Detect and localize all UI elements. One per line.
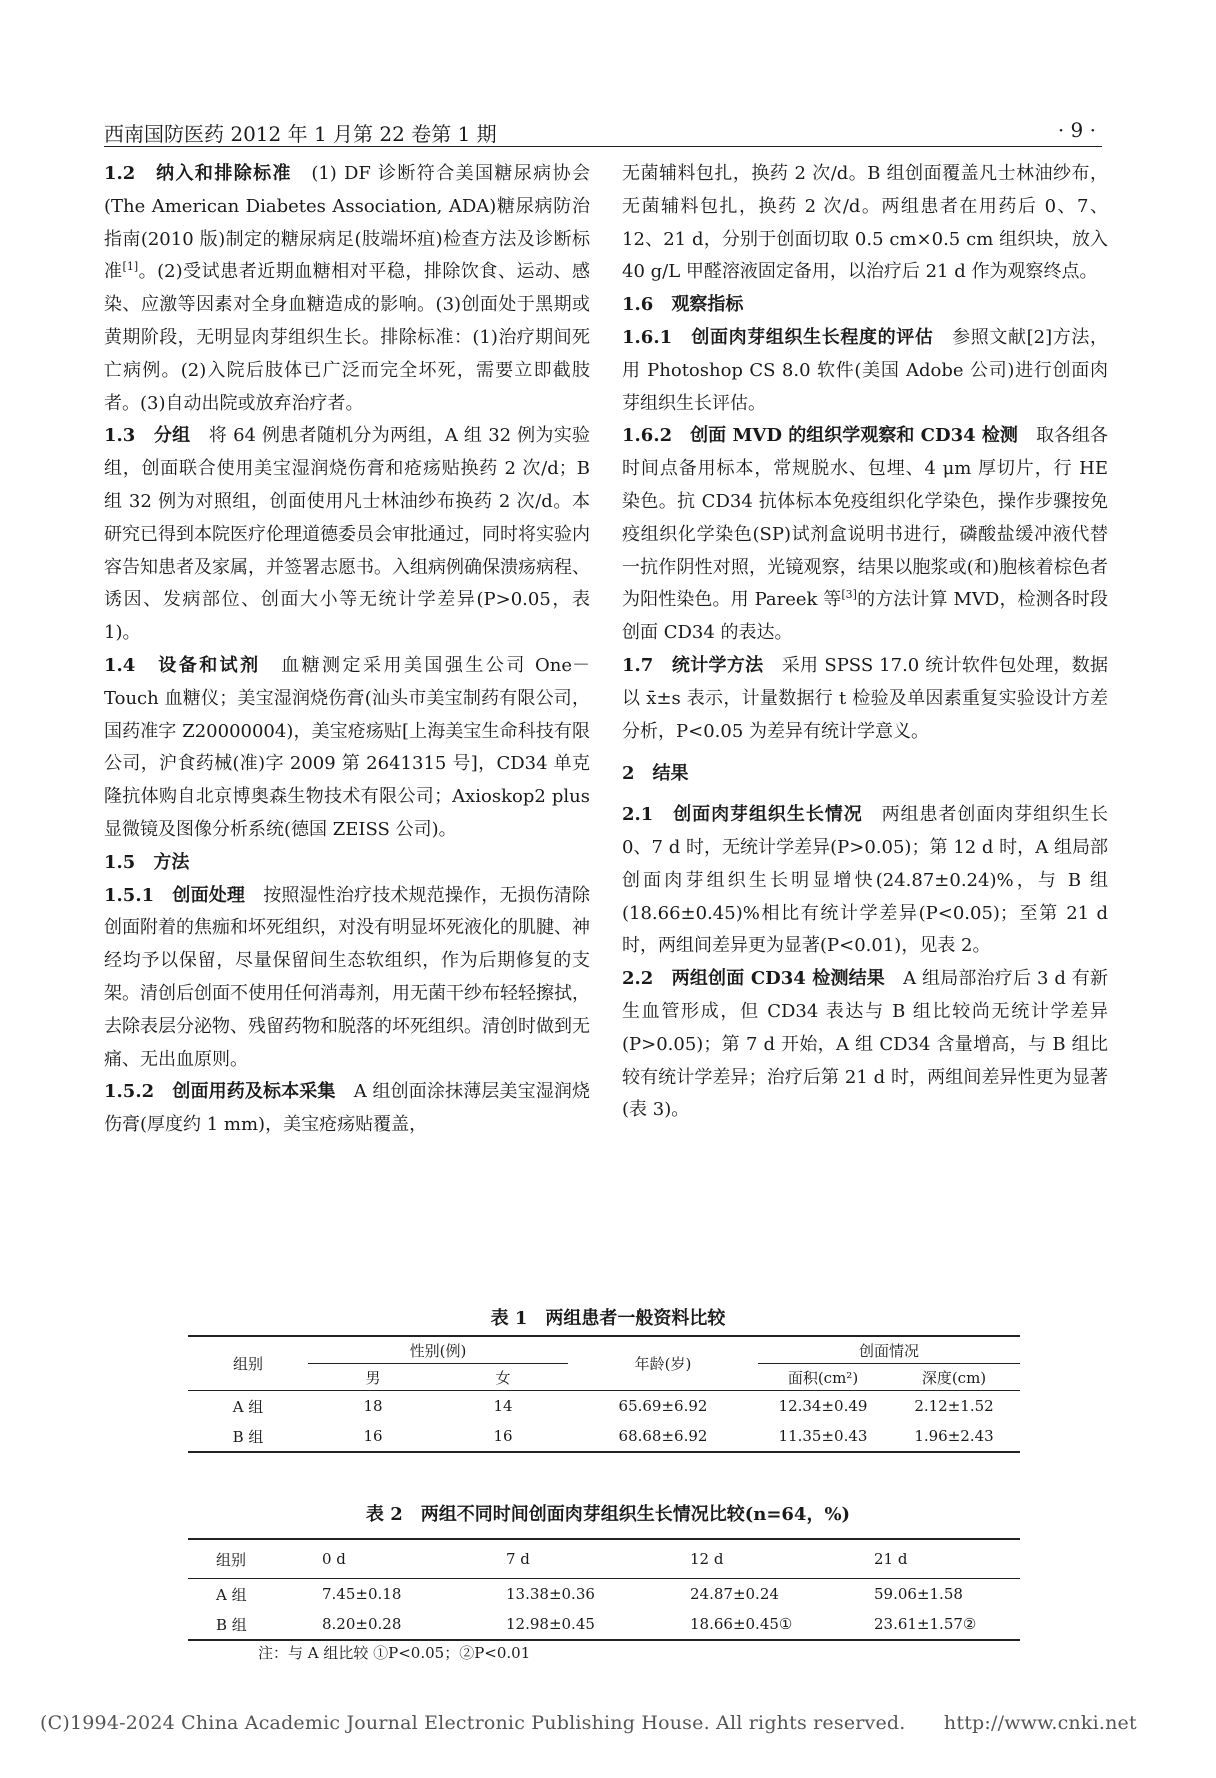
paragraph <box>622 963 1108 1127</box>
section-heading: 1.3 分组 <box>104 425 209 447</box>
section-heading: 2.1 创面肉芽组织生长情况 <box>622 804 882 826</box>
t2-h: 21 d <box>860 1539 1020 1579</box>
section-heading: 1.5 方法 <box>104 851 190 873</box>
t1-cell: 1.96±2.43 <box>914 1427 994 1445</box>
paragraph-text: 无菌辅料包扎，换药 2 次/d。B 组创面覆盖凡士林油纱布，无菌辅料包扎，换药 2 次/d。两组患者在用药后 0、7、12、21 d，分别于创面切取 0.5 cm×0.5 cm 组织块，放入 40 g/L 甲醛溶液固定备用，以治疗后 21 d 作为观察终点。 <box>622 163 1108 283</box>
t2-cell: 18.66±0.45① <box>690 1615 793 1633</box>
left-column <box>104 158 590 1142</box>
section-heading: 1.6 观察指标 <box>622 294 744 316</box>
t1-h-wound: 创面情况 <box>758 1336 1020 1364</box>
paragraph <box>104 880 590 1077</box>
t1-h-female: 女 <box>438 1364 568 1391</box>
t1-cell: B 组 <box>232 1427 264 1446</box>
paragraph <box>622 799 1108 963</box>
paragraph <box>104 847 590 880</box>
table2-caption: 表 2 两组不同时间创面肉芽组织生长情况比较(n=64，%) <box>365 1504 851 1525</box>
t2-cell: 23.61±1.57② <box>874 1615 977 1633</box>
t1-cell: 16 <box>493 1427 513 1445</box>
paragraph-text: 采用 SPSS 17.0 统计软件包处理，数据以 x̄±s 表示，计量数据行 t 检验及单因素重复实验设计方差分析，P<0.05 为差异有统计学意义。 <box>622 654 1108 742</box>
paragraph-text: 参照文献[2]方法，用 Photoshop CS 8.0 软件(美国 Adobe 公司)进行创面肉芽组织生长评估。 <box>622 326 1109 414</box>
t1-cell: 65.69±6.92 <box>618 1397 708 1415</box>
right-column <box>622 158 1108 1127</box>
copyright-footer: (C)1994-2024 China Academic Journal Electronic Publishing House. All rights reserved. http://www.cnki.net <box>40 1712 1137 1734</box>
table-row <box>188 1609 1020 1640</box>
t2-cell: 13.38±0.36 <box>506 1585 595 1603</box>
paragraph-text: 的方法计算 MVD，检测各时段创面 CD34 的表达。 <box>622 589 1108 644</box>
paragraph-text: 。(2)受试患者近期血糖相对平稳，排除饮食、运动、感染、应激等因素对全身血糖造成的影响。(3)创面处于黑期或黄期阶段，无明显肉芽组织生长。排除标准：(1)治疗期间死亡病例。(2)入院后肢体已广泛而完全坏死，需要立即截肢者。(3)自动出院或放弃治疗者。 <box>104 261 591 414</box>
t2-cell: 59.06±1.58 <box>874 1585 963 1603</box>
paragraph <box>104 158 590 420</box>
table1-caption: 表 1 两组患者一般资料比较 <box>490 1308 726 1329</box>
t2-h: 组别 <box>188 1539 308 1579</box>
paragraph <box>622 322 1108 420</box>
t1-cell: A 组 <box>232 1397 264 1416</box>
citation: [3] <box>841 588 857 602</box>
t2-h: 7 d <box>492 1539 676 1579</box>
paragraph-text: A 组创面涂抹薄层美宝湿润烧伤膏(厚度约 1 mm)，美宝疮疡贴覆盖， <box>104 1081 590 1136</box>
section-heading: 1.6.2 创面 MVD 的组织学观察和 CD34 检测 <box>622 425 1036 447</box>
t2-cell: 8.20±0.28 <box>322 1615 402 1633</box>
t1-cell: 16 <box>363 1427 383 1445</box>
paragraph-text: 取各组各时间点备用标本，常规脱水、包埋、4 μm 厚切片，行 HE 染色。抗 CD34 抗体标本免疫组织化学染色，操作步骤按免疫组织化学染色(SP)试剂盒说明书进行，磷酸盐缓冲液代替一抗作阴性对照，光镜观察，结果以胞浆或(和)胞核着棕色者为阳性染色。用 Pareek 等 <box>622 425 1109 611</box>
section-heading: 1.5.2 创面用药及标本采集 <box>104 1081 354 1103</box>
paragraph <box>104 650 590 847</box>
journal-title: 西南国防医药 2012 年 1 月第 22 卷第 1 期 <box>104 122 497 146</box>
page-number: · 9 · <box>1057 118 1096 142</box>
t2-h: 12 d <box>676 1539 860 1579</box>
paragraph-text: (1) DF 诊断符合美国糖尿病协会(The American Diabetes Association, ADA)糖尿病防治指南(2010 版)制定的糖尿病足(肢端坏疽)检查方法及诊断标准 <box>104 163 590 283</box>
t1-cell: 68.68±6.92 <box>618 1427 708 1445</box>
section-heading: 2 结果 <box>622 763 689 785</box>
paragraph <box>622 758 1108 791</box>
table2-note: 注：与 A 组比较 ①P<0.05；②P<0.01 <box>258 1644 531 1662</box>
paragraph-text: 将 64 例患者随机分为两组，A 组 32 例为实验组，创面联合使用美宝湿润烧伤膏和疮疡贴换药 2 次/d；B 组 32 例为对照组，创面使用凡士林油纱布换药 2 次/d。本研究已得到本院医疗伦理道德委员会审批通过，同时将实验内容告知患者及家属，并签署志愿书。入组病例确保溃疡病程、诱因、发病部位、创面大小等无统计学差异(P>0.05，表 1)。 <box>104 425 590 644</box>
paragraph <box>104 420 590 650</box>
paragraph-text: 按照湿性治疗技术规范操作，无损伤清除创面附着的焦痂和坏死组织，对没有明显坏死液化的肌腱、神经均予以保留，尽量保留间生态软组织，作为后期修复的支架。清创后创面不使用任何消毒剂，用无菌干纱布轻轻擦拭，去除表层分泌物、残留药物和脱落的坏死组织。清创时做到无痛、无出血原则。 <box>104 884 591 1070</box>
t1-h-group: 组别 <box>188 1336 308 1391</box>
table2 <box>188 1538 1020 1641</box>
paragraph <box>622 289 1108 322</box>
t1-h-male: 男 <box>308 1364 438 1391</box>
section-heading: 1.5.1 创面处理 <box>104 884 264 906</box>
section-heading: 1.7 统计学方法 <box>622 654 782 676</box>
t1-h-area: 面积(cm²) <box>758 1364 888 1391</box>
t1-cell: 12.34±0.49 <box>778 1397 868 1415</box>
t2-cell: 12.98±0.45 <box>506 1615 595 1633</box>
t1-cell: 14 <box>493 1397 513 1415</box>
citation: [1] <box>122 260 139 274</box>
paragraph-text: 两组患者创面肉芽组织生长 0、7 d 时，无统计学差异(P>0.05)；第 12 d 时，A 组局部创面肉芽组织生长明显增快(24.87±0.24)%，与 B 组(18.66±0.45)%相比有统计学差异(P<0.05)；至第 21 d 时，两组间差异更为显著(P<0.01)，见表 2。 <box>622 804 1108 957</box>
table-row <box>188 1421 1020 1452</box>
table-row <box>188 1391 1020 1422</box>
section-heading: 1.2 纳入和排除标准 <box>104 163 312 184</box>
t2-cell: 7.45±0.18 <box>322 1585 402 1603</box>
paragraph <box>104 1076 590 1142</box>
paragraph <box>622 650 1108 748</box>
section-heading: 2.2 两组创面 CD34 检测结果 <box>622 968 904 990</box>
t1-h-age: 年龄(岁) <box>568 1336 758 1391</box>
t2-cell: A 组 <box>216 1585 247 1604</box>
t2-cell: B 组 <box>216 1615 247 1634</box>
t1-h-depth: 深度(cm) <box>888 1364 1020 1391</box>
paragraph <box>622 420 1108 650</box>
paragraph-text: 血糖测定采用美国强生公司 One－Touch 血糖仪；美宝湿润烧伤膏(汕头市美宝制药有限公司，国药准字 Z20000004)，美宝疮疡贴[上海美宝生命科技有限公司，沪食药械(准)字 2009 第 2641315 号]，CD34 单克隆抗体购自北京博奥森生物技术有限公司；Axioskop2 plus 显微镜及图像分析系统(德国 ZEISS 公司)。 <box>104 654 590 840</box>
t1-cell: 2.12±1.52 <box>914 1397 994 1415</box>
paragraph <box>622 158 1108 289</box>
t2-cell: 24.87±0.24 <box>690 1585 779 1603</box>
paragraph-text: A 组局部治疗后 3 d 有新生血管形成，但 CD34 表达与 B 组比较尚无统计学差异(P>0.05)；第 7 d 开始，A 组 CD34 含量增高，与 B 组比较有统计学差异；治疗后第 21 d 时，两组间差异性更为显著(表 3)。 <box>622 968 1108 1121</box>
t2-h: 0 d <box>308 1539 492 1579</box>
table1 <box>188 1335 1020 1453</box>
t1-cell: 11.35±0.43 <box>778 1427 868 1445</box>
section-heading: 1.6.1 创面肉芽组织生长程度的评估 <box>622 326 953 348</box>
section-heading: 1.4 设备和试剂 <box>104 654 282 676</box>
running-header <box>104 118 1102 147</box>
t1-cell: 18 <box>363 1397 383 1415</box>
table-row <box>188 1579 1020 1610</box>
t1-h-sex: 性别(例) <box>308 1336 568 1364</box>
